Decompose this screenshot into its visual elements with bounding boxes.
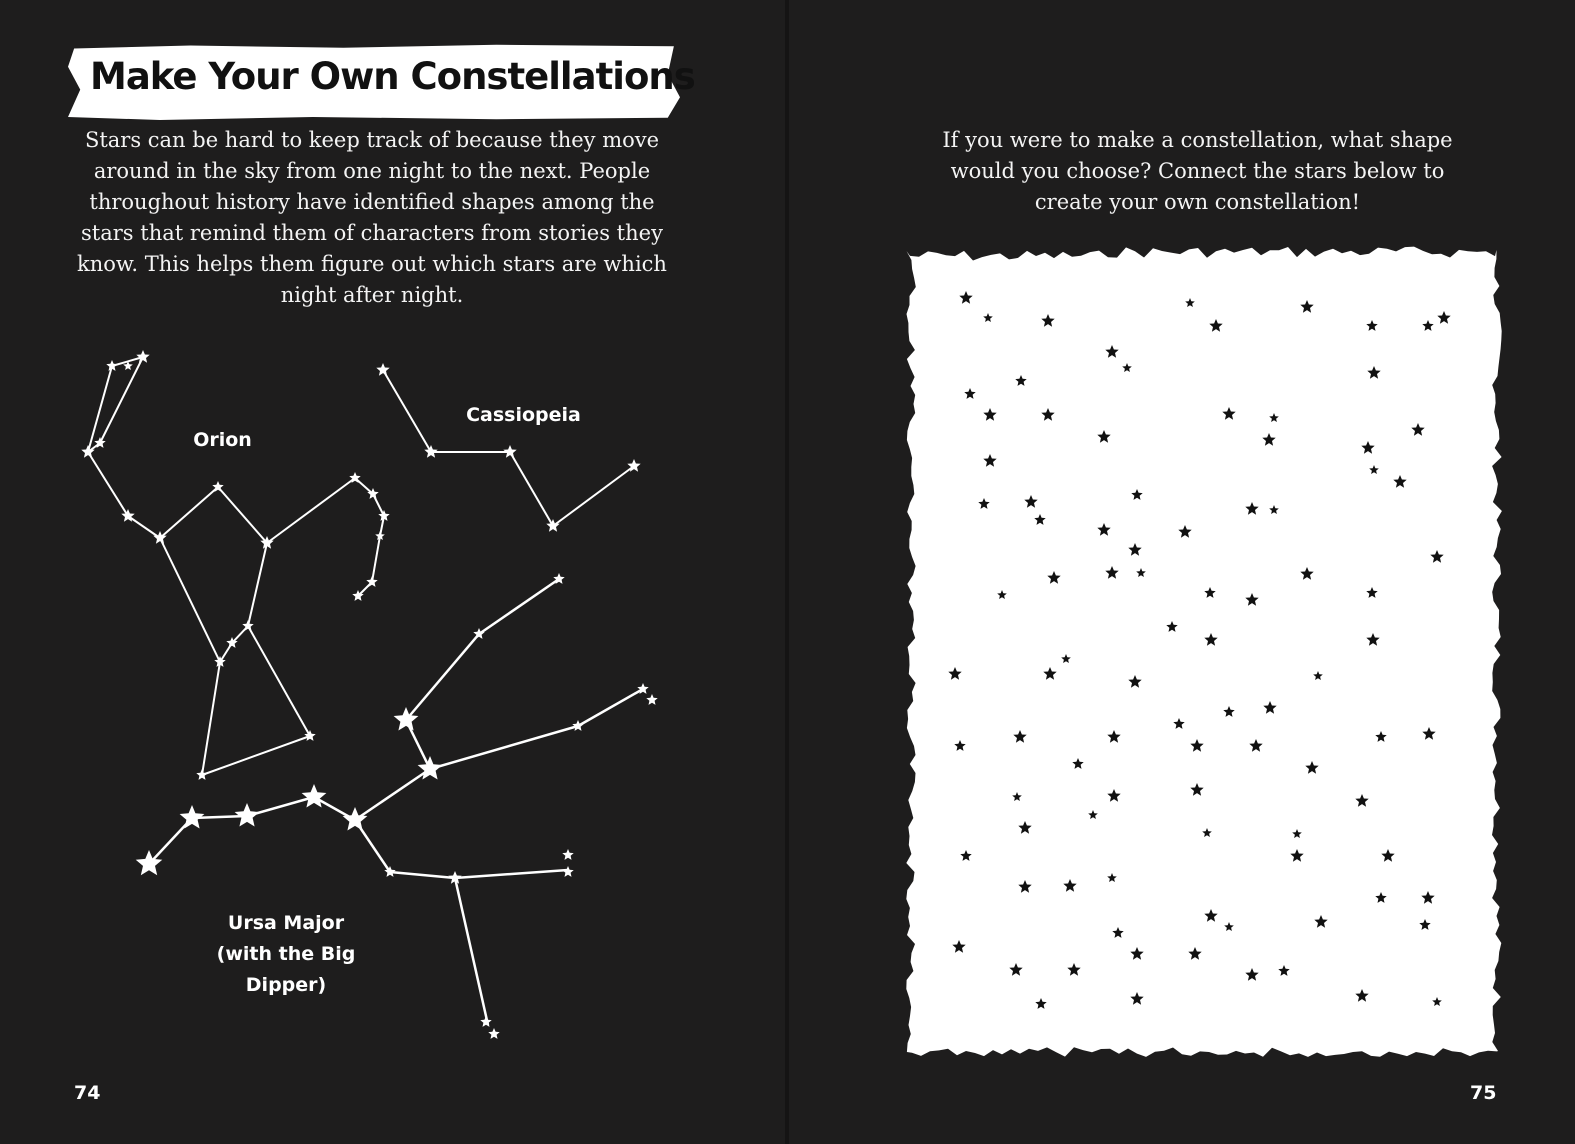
orion-line bbox=[100, 357, 143, 443]
ursa-major-name: Ursa Major bbox=[227, 912, 345, 934]
orion-line bbox=[202, 736, 310, 775]
ursa-major-line bbox=[355, 769, 430, 820]
ursa-major-star bbox=[343, 807, 368, 831]
orion-line bbox=[160, 487, 218, 538]
ursa-major-star bbox=[562, 849, 573, 860]
cassiopeia-label: Cassiopeia bbox=[466, 404, 581, 426]
ursa-major-line bbox=[578, 689, 643, 726]
page-number-right: 75 bbox=[1470, 1082, 1497, 1104]
ursa-major-note: (with the Big Dipper) bbox=[216, 943, 356, 996]
orion-line bbox=[202, 662, 220, 775]
orion-star bbox=[136, 350, 149, 363]
ursa-major-line bbox=[390, 872, 455, 878]
orion-line bbox=[160, 538, 220, 662]
orion-line bbox=[372, 536, 380, 582]
orion-line bbox=[248, 543, 267, 626]
activity-instructions: If you were to make a constellation, what shape would you choose? Connect the stars below to create your own constellation! bbox=[942, 128, 1453, 214]
ursa-major-star bbox=[235, 803, 260, 827]
ursa-major-star bbox=[488, 1028, 499, 1039]
orion-line bbox=[267, 478, 355, 543]
orion-label: Orion bbox=[193, 429, 252, 451]
ursa-major-line bbox=[455, 878, 488, 1025]
orion-star bbox=[304, 730, 315, 741]
orion-star bbox=[81, 445, 94, 458]
ursa-major-label bbox=[180, 908, 392, 1001]
ursa-major-line bbox=[455, 870, 568, 878]
orion-line bbox=[248, 626, 310, 736]
cassiopeia-star bbox=[424, 445, 437, 458]
ursa-major-star bbox=[302, 784, 327, 808]
cassiopeia-line bbox=[383, 370, 431, 452]
ursa-major-star bbox=[646, 694, 657, 705]
orion-line bbox=[128, 516, 160, 538]
ursa-major-star bbox=[572, 720, 583, 731]
intro-paragraph: Stars can be hard to keep track of because they move around in the sky from one night to the next. People throughout history have identified shapes among the stars that remind them of characters from stories they know. This helps them figure out which stars are which night after night. bbox=[77, 128, 667, 307]
cassiopeia-line bbox=[510, 452, 553, 526]
page-title: Make Your Own Constellations bbox=[90, 55, 695, 98]
ursa-major-line bbox=[479, 579, 559, 634]
cassiopeia-line bbox=[553, 466, 634, 526]
cassiopeia-star bbox=[503, 445, 516, 458]
orion-line bbox=[88, 452, 128, 516]
page-number-left: 74 bbox=[74, 1082, 101, 1104]
cassiopeia-star bbox=[376, 363, 389, 376]
ursa-major-star bbox=[480, 1016, 491, 1027]
ursa-major-line bbox=[430, 726, 578, 769]
orion-line bbox=[218, 487, 267, 543]
ursa-major-line bbox=[406, 634, 479, 720]
ursa-major-star bbox=[180, 805, 205, 829]
ursa-major-star bbox=[562, 866, 573, 877]
constellation-diagram bbox=[0, 0, 787, 1144]
cassiopeia-star bbox=[546, 519, 559, 532]
orion-star bbox=[196, 769, 207, 780]
